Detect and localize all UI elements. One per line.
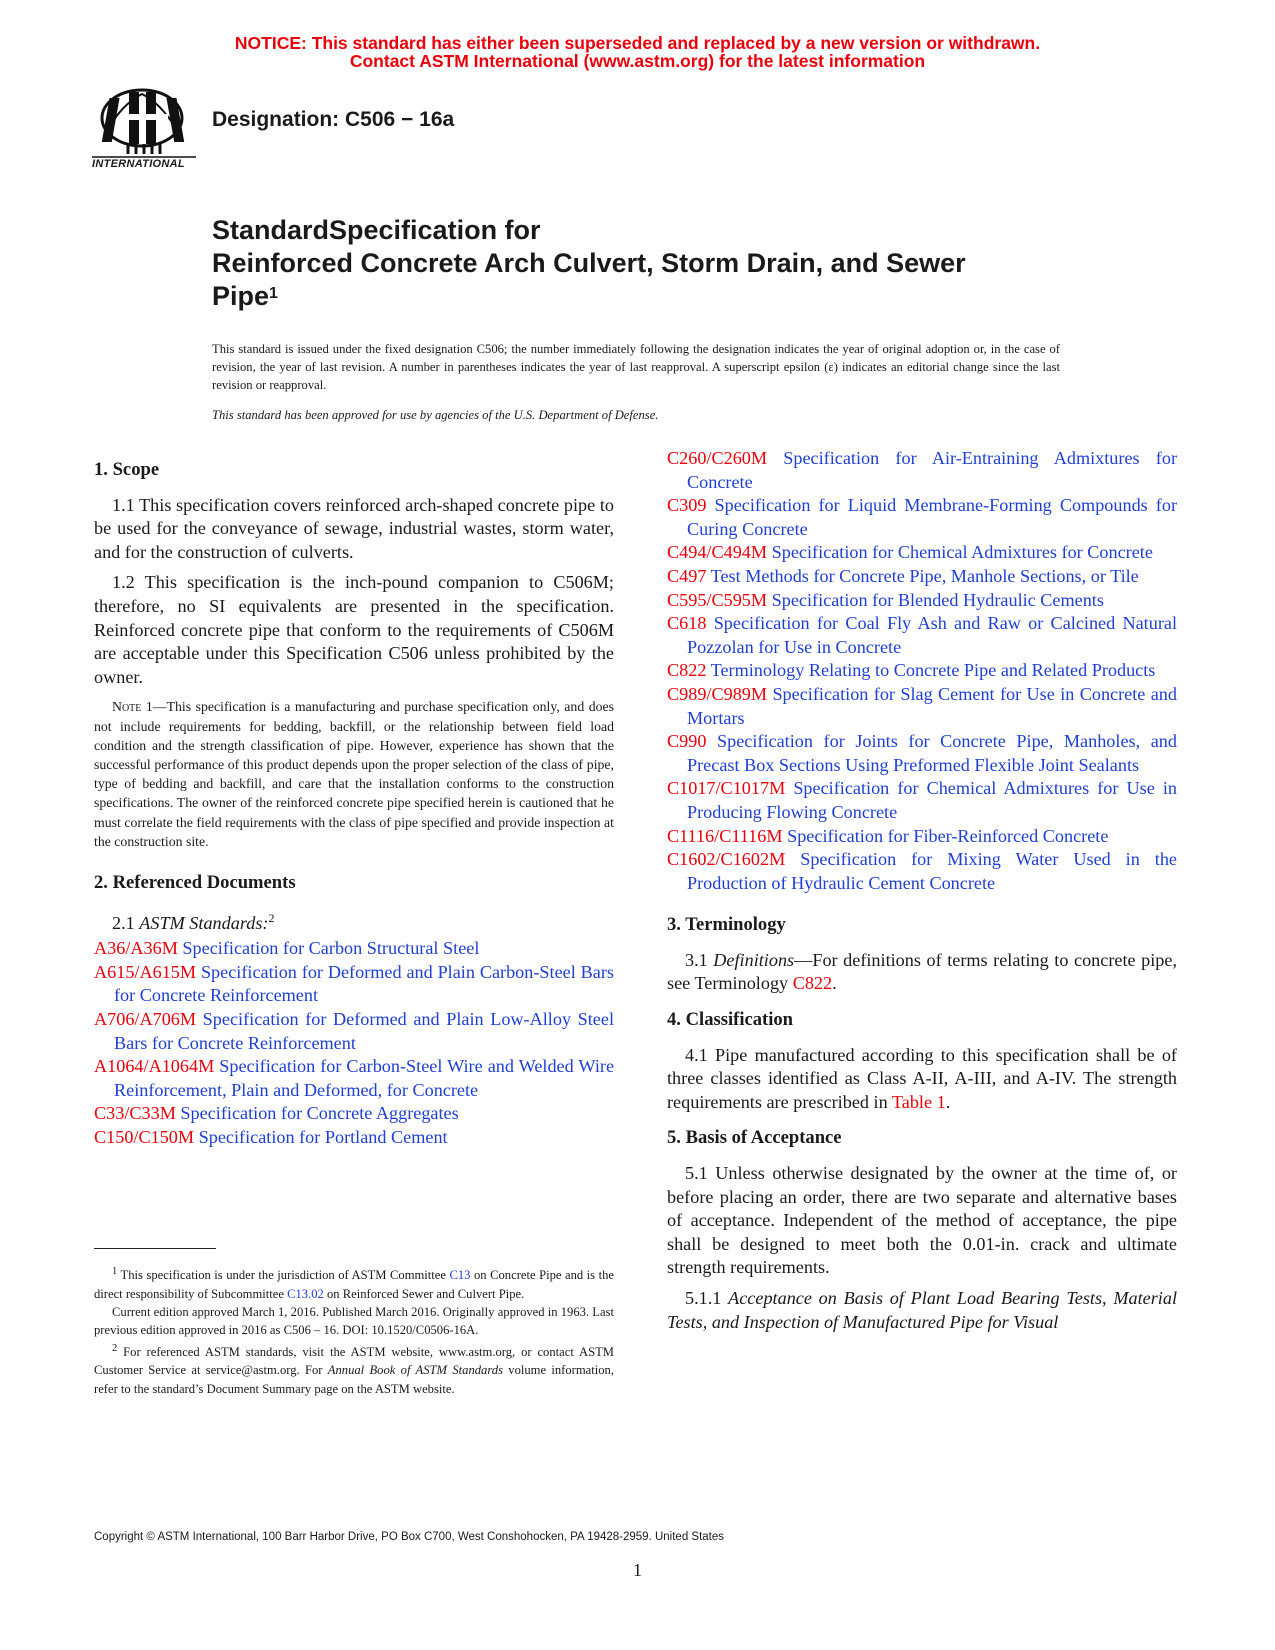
- footnote-divider: [94, 1248, 216, 1249]
- reference-title-link[interactable]: Terminology Relating to Concrete Pipe and Related Products: [710, 660, 1156, 681]
- reference-code-link[interactable]: C1602/C1602M: [667, 849, 786, 870]
- reference-code-link[interactable]: C1017/C1017M: [667, 778, 786, 799]
- reference-title-link[interactable]: Specification for Slag Cement for Use in Concrete and Mortars: [687, 683, 1177, 728]
- reference-title-link[interactable]: Specification for Chemical Admixtures for Use in Producing Flowing Concrete: [687, 778, 1178, 822]
- reference-title-link[interactable]: Test Methods for Concrete Pipe, Manhole Sections, or Tile: [710, 565, 1139, 586]
- reference-item[interactable]: [667, 659, 1177, 683]
- reference-title-link[interactable]: Specification for Mixing Water Used in the Production of Hydraulic Cement Concrete: [687, 849, 1177, 893]
- left-column: [94, 458, 614, 1150]
- copyright-line: Copyright © ASTM International, 100 Barr Harbor Drive, PO Box C700, West Conshohocken, PA 19428-2959. United States: [94, 1531, 725, 1543]
- c13-link[interactable]: C13: [449, 1268, 471, 1283]
- reference-title-link[interactable]: Specification for Blended Hydraulic Cements: [771, 589, 1104, 610]
- paragraph-5-1: 5.1 Unless otherwise designated by the owner at the time of, or before placing an order, there are two separate and alternative bases of acceptance. Independent of the method of acceptance, the pipe shall be designed to meet both the 0.01-in. crack and ultimate strength requirements.: [667, 1163, 1177, 1278]
- logo-text: INTERNATIONAL: [92, 158, 185, 170]
- section-heading-basis-of-acceptance: 5. Basis of Acceptance: [667, 1127, 842, 1149]
- reference-code-link[interactable]: C260/C260M: [667, 448, 768, 468]
- reference-title-link[interactable]: Specification for Carbon Structural Steel: [182, 938, 480, 959]
- title-line-1: StandardSpecification for: [212, 215, 541, 245]
- section-heading-terminology: 3. Terminology: [667, 914, 786, 936]
- reference-item[interactable]: [667, 825, 1177, 849]
- designation: Designation: C506 − 16a: [212, 108, 455, 131]
- reference-item[interactable]: [667, 589, 1177, 613]
- section-heading-scope: 1. Scope: [94, 459, 160, 480]
- reference-title-link[interactable]: Specification for Fiber-Reinforced Concrete: [787, 825, 1109, 846]
- reference-code-link[interactable]: C618: [667, 613, 707, 634]
- dod-approval-note: This standard has been approved for use by agencies of the U.S. Department of Defense.: [212, 408, 659, 422]
- title-footnote-mark[interactable]: 1: [269, 285, 278, 302]
- document-title: [212, 214, 1072, 313]
- reference-item[interactable]: [667, 612, 1177, 659]
- reference-title-link[interactable]: Specification for Deformed and Plain Low-Alloy Steel Bars for Concrete Reinforcement: [114, 1009, 614, 1053]
- reference-item[interactable]: [667, 565, 1177, 589]
- reference-title-link[interactable]: Specification for Concrete Aggregates: [180, 1103, 459, 1124]
- reference-title-link[interactable]: Specification for Chemical Admixtures for Concrete: [771, 542, 1153, 563]
- page-number: 1: [633, 1560, 642, 1580]
- reference-item[interactable]: [94, 1055, 614, 1102]
- paragraph-4-1: 4.1 Pipe manufactured according to this specification shall be of three classes identified as Class A-II, A-III, and A-IV. The strength requirements are prescribed in Table 1.: [667, 1044, 1177, 1112]
- reference-item[interactable]: [667, 494, 1177, 541]
- reference-code-link[interactable]: C595/C595M: [667, 589, 768, 610]
- reference-code-link[interactable]: C309: [667, 495, 707, 516]
- reference-item[interactable]: [94, 961, 614, 1008]
- reference-item[interactable]: [667, 777, 1177, 824]
- reference-code-link[interactable]: A615/A615M: [94, 961, 197, 982]
- section-heading-classification: 4. Classification: [667, 1009, 794, 1031]
- right-column: [667, 447, 1177, 1341]
- title-line-2: Reinforced Concrete Arch Culvert, Storm Drain, and Sewer: [212, 248, 966, 278]
- left-reference-list: [94, 937, 614, 1149]
- footnote-1-edition: Current edition approved March 1, 2016. Published March 2016. Originally approved in 1963. Last previous edition approved in 2016 as C506 – 16. DOI: 10.1520/C0506-16A.: [94, 1305, 614, 1338]
- issuance-note: This standard is issued under the fixed designation C506; the number immediately following the designation indicates the year of original adoption or, in the case of revision, the year of last revision. A number in parentheses indicates the year of last reapproval. A superscript epsilon (ε) indicates an editorial change since the last revision or reapproval.: [212, 342, 1060, 393]
- reference-item[interactable]: [667, 848, 1177, 895]
- footnotes: [94, 1263, 614, 1398]
- paragraph-5-1-1: 5.1.1 Acceptance on Basis of Plant Load Bearing Tests, Material Tests, and Inspection of Manufactured Pipe for Visual: [667, 1288, 1177, 1332]
- c822-link[interactable]: C822: [792, 973, 833, 994]
- reference-code-link[interactable]: C497: [667, 565, 707, 586]
- reference-code-link[interactable]: C822: [667, 660, 707, 681]
- reference-title-link[interactable]: Specification for Air-Entraining Admixtures for Concrete: [687, 448, 1177, 492]
- reference-code-link[interactable]: A706/A706M: [94, 1009, 197, 1029]
- reference-code-link[interactable]: C150/C150M: [94, 1126, 195, 1147]
- title-line-3: Pipe$^1$: [212, 281, 278, 311]
- reference-title-link[interactable]: Specification for Coal Fly Ash and Raw or Calcined Natural Pozzolan for Use in Concrete: [687, 613, 1177, 657]
- reference-item[interactable]: [94, 1102, 614, 1126]
- notice-line-1: NOTICE: This standard has either been superseded and replaced by a new version or withdrawn.: [234, 33, 1041, 53]
- reference-code-link[interactable]: C990: [667, 731, 707, 752]
- reference-code-link[interactable]: A1064/A1064M: [94, 1056, 215, 1077]
- note-label: Note 1: [112, 699, 153, 715]
- paragraph-1-1: 1.1 This specification covers reinforced arch-shaped concrete pipe to be used for the conveyance of sewage, industrial wastes, storm water, and for the construction of culverts.: [94, 494, 614, 562]
- reference-item[interactable]: [94, 1008, 614, 1055]
- right-reference-list: [667, 447, 1177, 895]
- reference-code-link[interactable]: C989/C989M: [667, 683, 768, 704]
- reference-item[interactable]: [667, 730, 1177, 777]
- notice-line-2: Contact ASTM International (www.astm.org) for the latest information: [349, 51, 926, 71]
- reference-item[interactable]: [94, 937, 614, 961]
- footnote-mark-2[interactable]: 2: [268, 910, 275, 925]
- footnote-2: $^2$ For referenced ASTM standards, visit the ASTM website, www.astm.org, or contact ASTM Customer Service at service@astm.org. For Annual Book of ASTM Standards volume information, refer to the standard’s Document Summary page on the ASTM website.: [94, 1342, 615, 1396]
- reference-item[interactable]: [667, 683, 1177, 730]
- c13-02-link[interactable]: C13.02: [287, 1286, 324, 1301]
- note-1: Note 1—This specification is a manufacturing and purchase specification only, and does not include requirements for bedding, backfill, or the relationship between field load condition and the strength classification of pipe. However, experience has shown that the successful performance of this product depends upon the proper selection of the class of pipe, type of bedding and backfill, and care that the installation conforms to the construction specifications. The owner of the reinforced concrete pipe specified herein is cautioned that he must correlate the field requirements with the class of pipe specified and provide inspection at the construction site.: [94, 699, 615, 849]
- reference-title-link[interactable]: Specification for Deformed and Plain Carbon-Steel Bars for Concrete Reinforcement: [114, 961, 614, 1006]
- astm-international-logo: [92, 84, 196, 176]
- reference-item[interactable]: [667, 541, 1177, 565]
- reference-code-link[interactable]: C1116/C1116M: [667, 825, 783, 846]
- astm-standards-subheading: 2.1 ASTM Standards:$^2$: [112, 910, 275, 933]
- reference-code-link[interactable]: C494/C494M: [667, 542, 768, 563]
- table-1-link[interactable]: Table 1: [891, 1091, 946, 1112]
- reference-item[interactable]: [94, 1126, 614, 1150]
- footnote-1: $^1$ This specification is under the jurisdiction of ASTM Committee C13 on Concrete Pipe and is the direct responsibility of Subcommittee C13.02 on Reinforced Sewer and Culvert Pipe.: [94, 1266, 614, 1301]
- section-heading-referenced-documents: 2. Referenced Documents: [94, 871, 296, 893]
- reference-code-link[interactable]: A36/A36M: [94, 938, 178, 959]
- reference-title-link[interactable]: Specification for Joints for Concrete Pipe, Manholes, and Precast Box Sections Using Preformed Flexible Joint Sealants: [687, 731, 1177, 775]
- reference-title-link[interactable]: Specification for Portland Cement: [198, 1126, 448, 1147]
- reference-item[interactable]: [667, 447, 1177, 494]
- reference-code-link[interactable]: C33/C33M: [94, 1103, 176, 1124]
- paragraph-1-2: 1.2 This specification is the inch-pound companion to C506M; therefore, no SI equivalents are presented in the specification. Reinforced concrete pipe that conform to the requirements of C506M are acceptable under this Specification C506 unless prohibited by the owner.: [94, 572, 614, 687]
- paragraph-3-1: 3.1 Definitions—For definitions of terms relating to concrete pipe, see Terminology C822.: [667, 949, 1177, 994]
- reference-title-link[interactable]: Specification for Liquid Membrane-Forming Compounds for Curing Concrete: [687, 495, 1178, 539]
- reference-title-link[interactable]: Specification for Carbon-Steel Wire and Welded Wire Reinforcement, Plain and Deformed, for Concrete: [114, 1056, 615, 1100]
